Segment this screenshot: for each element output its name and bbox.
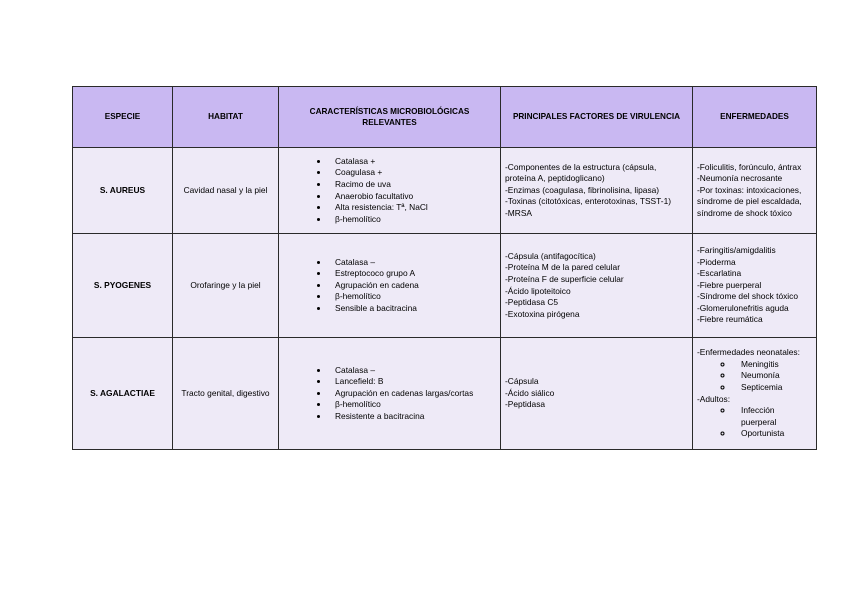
list-item: • β-hemolítico — [329, 399, 496, 411]
habitat-cell: Tracto genital, digestivo — [173, 338, 279, 450]
list-item: ◦ Septicemia — [733, 382, 812, 394]
list-item: -Enzimas (coagulasa, fibrinolisina, lipasa) — [505, 184, 660, 195]
species-cell: S. PYOGENES — [73, 234, 173, 338]
characteristics-cell — [279, 338, 501, 450]
list-item: • Sensible a bacitracina — [329, 303, 496, 315]
list-item: -Faringitis/amigdalitis — [697, 244, 776, 255]
list-item: ◦ Meningitis — [733, 359, 812, 371]
list-item: -Proteína M de la pared celular — [505, 262, 620, 273]
list-item: • Alta resistencia: Tª, NaCl — [329, 202, 496, 214]
list-item: -Toxinas (citotóxicas, enterotoxinas, TSST-1) — [505, 196, 672, 207]
list-item: ◦ Neumonía — [733, 370, 812, 382]
virulence-cell — [501, 338, 693, 450]
diseases-cell — [693, 338, 817, 450]
header-virulence: PRINCIPALES FACTORES DE VIRULENCIA — [501, 87, 693, 148]
list-item: • β-hemolítico — [329, 214, 496, 226]
neonatal-list — [697, 359, 812, 394]
header-row — [73, 87, 817, 148]
list-item: • Catalasa – — [329, 257, 496, 269]
characteristics-list — [283, 365, 496, 423]
list-item: • β-hemolítico — [329, 291, 496, 303]
header-species: ESPECIE — [73, 87, 173, 148]
list-item: -Cápsula (antifagocítica) — [505, 250, 596, 261]
list-item: -Escarlatina — [697, 268, 742, 279]
list-item: -Componentes de la estructura (cápsula, proteína A, peptidoglicano) — [505, 161, 657, 184]
list-item: -Exotoxina pirógena — [505, 308, 580, 319]
virulence-cell — [501, 148, 693, 234]
species-cell: S. AUREUS — [73, 148, 173, 234]
list-item: -Fiebre puerperal — [697, 279, 762, 290]
microbiology-table — [72, 86, 817, 450]
list-item: ◦ Oportunista — [733, 428, 812, 440]
list-item: -Ácido siálico — [505, 387, 555, 398]
list-item: • Coagulasa + — [329, 167, 496, 179]
characteristics-cell — [279, 148, 501, 234]
list-item: • Lancefield: B — [329, 376, 496, 388]
list-item: • Catalasa + — [329, 156, 496, 168]
list-item: -Síndrome del shock tóxico — [697, 291, 799, 302]
table-row — [73, 338, 817, 450]
list-item: • Resistente a bacitracina — [329, 411, 496, 423]
list-item: -Pioderma — [697, 256, 736, 267]
list-item: -Glomerulonefritis aguda — [697, 302, 789, 313]
list-item: -MRSA — [505, 207, 532, 218]
table-row — [73, 148, 817, 234]
header-diseases: ENFERMEDADES — [693, 87, 817, 148]
header-characteristics: CARACTERÍSTICAS MICROBIOLÓGICAS RELEVANTES — [279, 87, 501, 148]
list-item: • Agrupación en cadenas largas/cortas — [329, 388, 496, 400]
habitat-cell: Cavidad nasal y la piel — [173, 148, 279, 234]
diseases-cell — [693, 148, 817, 234]
list-item: • Catalasa – — [329, 365, 496, 377]
list-item: • Agrupación en cadena — [329, 280, 496, 292]
list-item: • Estreptococo grupo A — [329, 268, 496, 280]
list-item: -Cápsula — [505, 376, 539, 387]
neonatal-label: -Enfermedades neonatales: — [697, 347, 800, 358]
habitat-cell: Orofaringe y la piel — [173, 234, 279, 338]
list-item: -Ácido lipoteitoico — [505, 285, 571, 296]
adult-list — [697, 405, 812, 440]
list-item: -Por toxinas: intoxicaciones, síndrome de piel escaldada, síndrome de shock tóxico — [697, 184, 802, 218]
list-item: • Anaerobio facultativo — [329, 191, 496, 203]
table-row — [73, 234, 817, 338]
characteristics-list — [283, 156, 496, 226]
list-item: -Neumonía necrosante — [697, 173, 783, 184]
list-item: -Fiebre reumática — [697, 314, 763, 325]
characteristics-cell — [279, 234, 501, 338]
species-cell: S. AGALACTIAE — [73, 338, 173, 450]
list-item: -Proteína F de superficie celular — [505, 273, 624, 284]
list-item: • Racimo de uva — [329, 179, 496, 191]
list-item: -Peptidasa C5 — [505, 297, 559, 308]
list-item: -Peptidasa — [505, 399, 546, 410]
virulence-cell — [501, 234, 693, 338]
header-habitat: HABITAT — [173, 87, 279, 148]
list-item: ◦ Infección puerperal — [733, 405, 812, 428]
diseases-cell — [693, 234, 817, 338]
adult-label: -Adultos: — [697, 393, 731, 404]
characteristics-list — [283, 257, 496, 315]
list-item: -Foliculitis, forúnculo, ántrax — [697, 161, 802, 172]
